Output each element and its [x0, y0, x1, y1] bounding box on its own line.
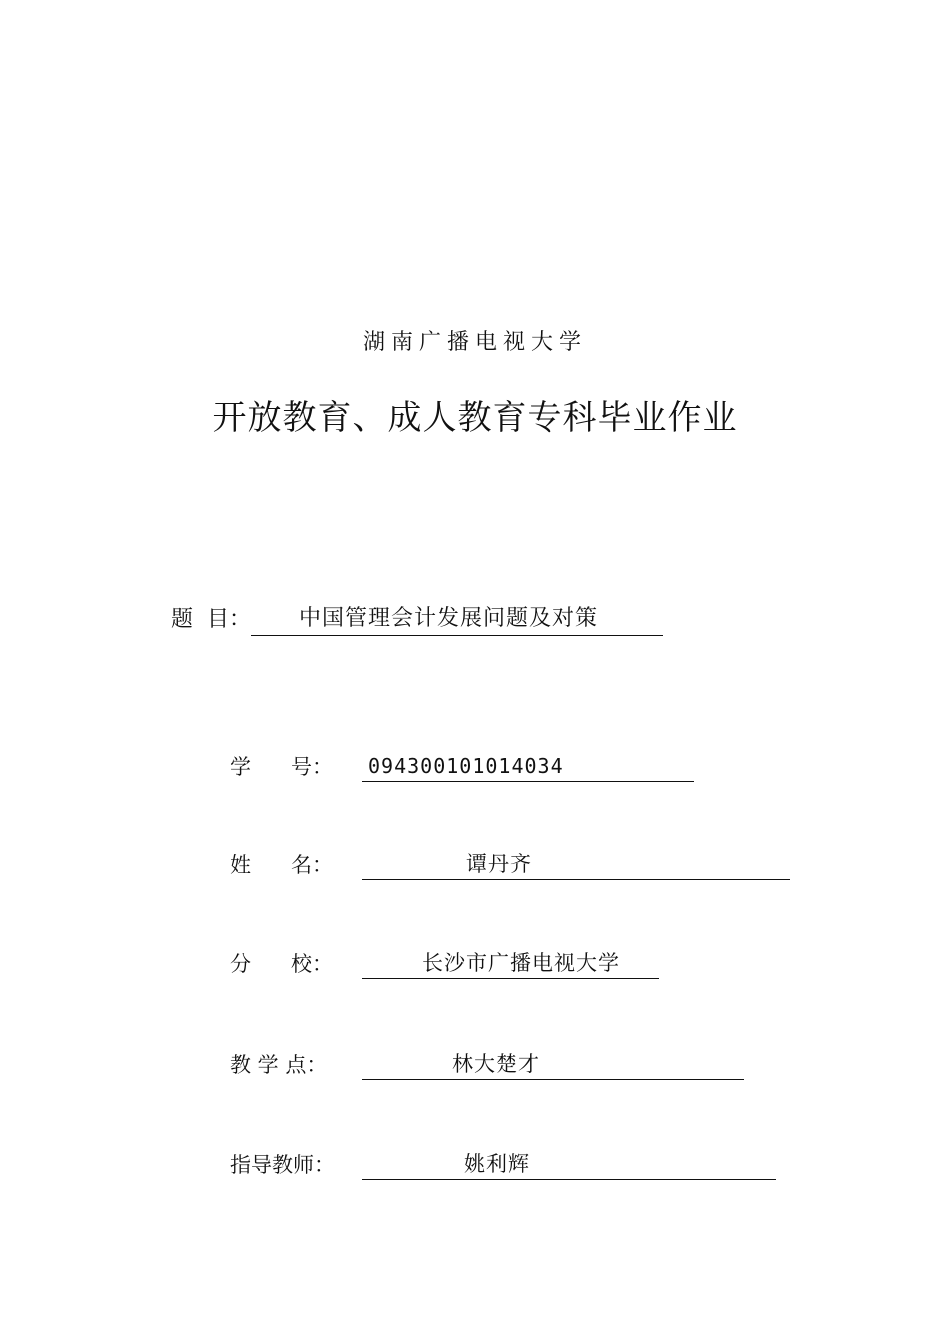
- teaching-point-value: 林大楚才: [362, 1049, 744, 1080]
- advisor-row: [230, 1148, 776, 1180]
- teaching-point-row: [230, 1048, 744, 1080]
- name-label: 姓 名：: [230, 853, 334, 877]
- student-id-value: 094300101014034: [362, 751, 694, 782]
- advisor-label: 指导教师：: [230, 1153, 335, 1177]
- branch-label: 分 校：: [230, 952, 334, 976]
- student-id-row: [230, 750, 694, 782]
- topic-row: [171, 600, 663, 636]
- name-row: [230, 848, 790, 880]
- teaching-point-label: 教 学 点：: [230, 1053, 328, 1077]
- name-value: 谭丹齐: [362, 849, 790, 880]
- advisor-value: 姚利辉: [362, 1149, 776, 1180]
- student-id-label: 学 号：: [230, 755, 334, 779]
- university-name: 湖南广播电视大学: [362, 330, 587, 355]
- topic-value: 中国管理会计发展问题及对策: [251, 603, 663, 636]
- branch-value: 长沙市广播电视大学: [362, 948, 659, 979]
- topic-label: 题 目：: [171, 607, 251, 632]
- branch-row: [230, 947, 659, 979]
- document-title: 开放教育、成人教育专科毕业作业: [212, 398, 738, 438]
